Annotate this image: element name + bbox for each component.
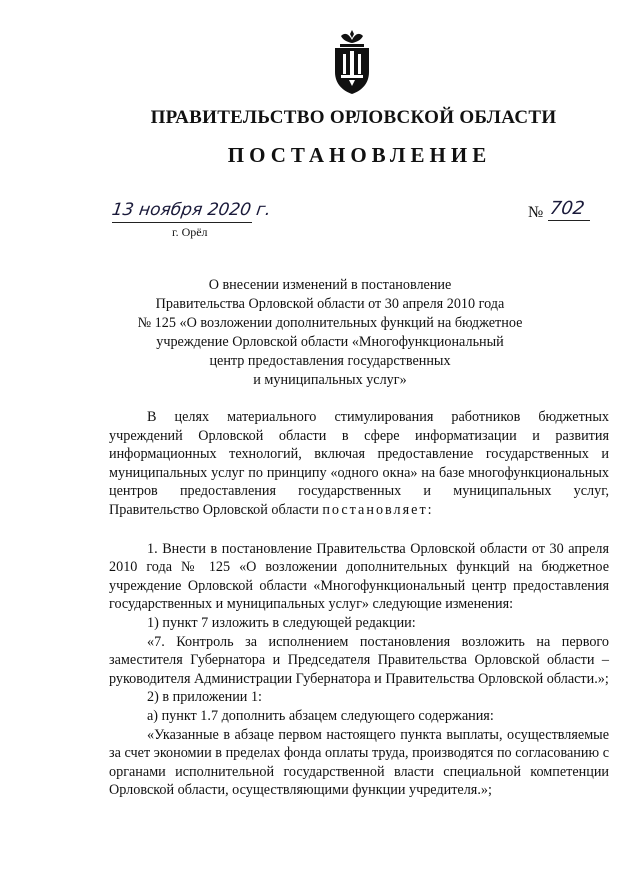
decree-word: постановляет:: [322, 501, 434, 518]
document-body: [109, 408, 609, 800]
organization-name: ПРАВИТЕЛЬСТВО ОРЛОВСКОЙ ОБЛАСТИ: [150, 107, 557, 128]
coat-of-arms-emblem: [327, 28, 377, 96]
handwritten-date: 13 ноября 2020 г.: [110, 200, 273, 220]
number-label: №: [528, 204, 544, 221]
preamble-text: В целях материального стимулирования работников бюджетных учреждений Орловской области в сфере информатизации и развития информационных технологий, включая предоставление государственных и муниципальных услуг по принципу «одного окна» на базе многофункциональных центров предоставления государственных и муниципальных услуг, Правительство Орловской области: [109, 409, 609, 518]
title-line: Правительства Орловской области от 30 апреля 2010 года: [155, 296, 505, 312]
item-1-1-paragraph: 1) пункт 7 изложить в следующей редакции:: [147, 614, 416, 631]
title-line: О внесении изменений в постановление: [208, 277, 452, 293]
number-underline: [548, 220, 590, 221]
title-line: центр предоставления государственных: [209, 353, 451, 369]
handwritten-number: 702: [548, 198, 586, 219]
title-line: № 125 «О возложении дополнительных функций на бюджетное: [137, 315, 523, 331]
item-1-2-a-quote: «Указанные в абзаце первом настоящего пункта выплаты, осуществляемые за счет экономии в пределах фонда оплаты труда, производятся по согласованию с органами исполнительной государственной власти специальной компетенции Орловской области, осуществляющими функции учредителя.»;: [109, 726, 609, 799]
title-line: учреждение Орловской области «Многофункциональный: [156, 334, 504, 350]
item-1-1-quote: «7. Контроль за исполнением постановления возложить на первого заместителя Губернатора и Председателя Правительства Орловской области – руководителя Администрации Губернатора и Правительства Орловской области.»;: [109, 633, 609, 687]
date-underline: [112, 222, 252, 223]
title-line: и муниципальных услуг»: [253, 372, 407, 388]
city-label: г. Орёл: [172, 225, 208, 239]
document-type: ПОСТАНОВЛЕНИЕ: [227, 143, 492, 167]
item-1-2-paragraph: 2) в приложении 1:: [147, 689, 262, 706]
document-title: [110, 276, 550, 390]
item-1-paragraph: 1. Внести в постановление Правительства Орловской области от 30 апреля 2010 года № 125 «О возложении дополнительных функций на бюджетное учреждение Орловской области «Многофункциональный центр предоставления государственных и муниципальных услуг» следующие изменения:: [109, 540, 609, 613]
item-1-2-a-paragraph: а) пункт 1.7 дополнить абзацем следующего содержания:: [147, 707, 494, 724]
preamble-paragraph: [109, 408, 609, 520]
